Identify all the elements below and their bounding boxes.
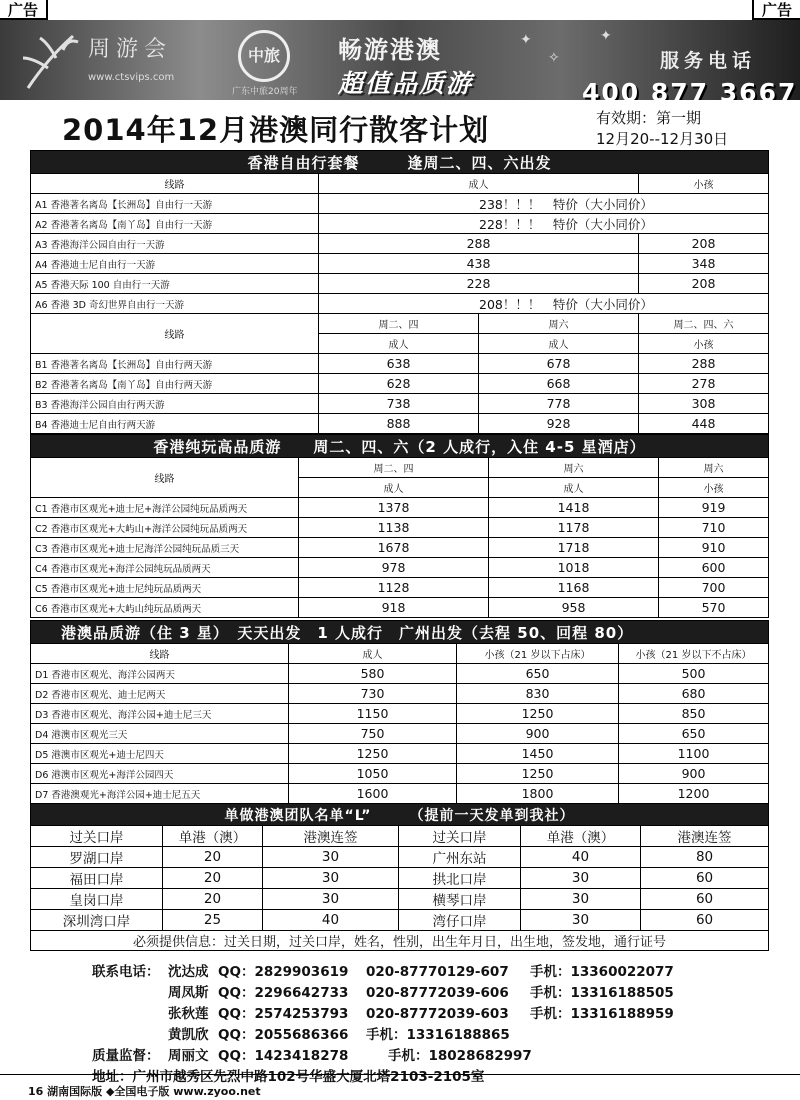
contact-tel: 020-87772039-606 xyxy=(366,985,509,1001)
contact-mobile: 手机：13360022077 xyxy=(530,964,674,980)
sparkle-icon: ✧ xyxy=(548,50,560,66)
table-row: C5 香港市区观光+迪士尼纯玩品质两天 1128 1168 700 xyxy=(31,578,769,598)
table-row: A5 香港天际 100 自由行一天游 228 208 xyxy=(31,274,769,294)
contact-name: 张秋莲 xyxy=(168,1006,209,1022)
table-row: B2 香港著名离岛【南丫岛】自由行两天游 628 668 278 xyxy=(31,374,769,394)
section-bar: 香港纯玩高品质游 周二、四、六（2 人成行，入住 4-5 星酒店） xyxy=(31,435,769,458)
contact-qq: QQ：2055686366 xyxy=(218,1027,349,1043)
contact-name: 沈达成 xyxy=(168,964,209,980)
table-row: D5 港澳市区观光+迪士尼四天 1250 1450 1100 xyxy=(31,744,769,764)
quality-name: 周丽文 xyxy=(168,1048,209,1064)
col-header: 港澳连签 xyxy=(641,826,769,847)
col-header: 小孩（21 岁以下不占床） xyxy=(619,644,769,664)
col-header: 成人 xyxy=(319,174,639,194)
table-row: C4 香港市区观光+海洋公园纯玩品质两天 978 1018 600 xyxy=(31,558,769,578)
col-header: 过关口岸 xyxy=(31,826,163,847)
table-row: C6 香港市区观光+大屿山纯玩品质两天 918 958 570 xyxy=(31,598,769,618)
col-header: 港澳连签 xyxy=(263,826,399,847)
section-bar: 单做港澳团队名单“L” （提前一天发单到我社） xyxy=(31,804,769,826)
validity-period: 有效期：第一期 xyxy=(596,109,702,127)
group-list-fee-table xyxy=(30,803,769,951)
table-row: D3 香港市区观光、海洋公园+迪士尼三天 1150 1250 850 xyxy=(31,704,769,724)
table-row: C3 香港市区观光+迪士尼海洋公园纯玩品质三天 1678 1718 910 xyxy=(31,538,769,558)
table-row: D7 香港澳观光+海洋公园+迪士尼五天 1600 1800 1200 xyxy=(31,784,769,804)
ad-label-right: 广告 xyxy=(752,0,800,20)
service-phone-label: 服务电话 xyxy=(660,50,757,72)
contact-label: 联系电话： xyxy=(92,964,160,980)
contact-qq: QQ：2296642733 xyxy=(218,985,349,1001)
table-row: B4 香港迪士尼自由行两天游 888 928 448 xyxy=(31,414,769,434)
section-bar: 港澳品质游（住 3 星） 天天出发 1 人成行 广州出发（去程 50、回程 80） xyxy=(31,621,769,644)
hk-free-travel-table: 香港自由行套餐 逢周二、四、六出发 线路 成人 小孩 A1 香港著名离岛【长洲岛】自由行一天游 238！！！ 特价（大小同价） A2 香港著名离岛【南丫岛】自由行一天游 228！！！ 特价（大小同价） A3 香港海洋公园自由行一天游 288 208 A4 香港迪士尼自由行一天游 438 348 A5 香港天际 100 自由行一天游 228 208 A6 香港 3D 奇幻世界自由行一天游 208！！！ 特价（大小同价） 线路 周二、四 周六 周二、四、六 成人 成人 小孩 B1 香港著名离岛【长洲岛】自由行两天游 638 678 288 B2 香港著名离岛【南丫岛】自由行两天游 628 668 278 B3 香港海洋公园自由行两天游 738 778 308 B4 香港迪士尼自由行两天游 888 928 448 xyxy=(30,150,769,434)
table-row: 福田口岸 20 30 拱北口岸 30 60 xyxy=(31,868,769,889)
col-header: 线路 xyxy=(31,314,319,354)
contact-mobile: 手机：13316188505 xyxy=(530,985,674,1001)
table-row: 皇岗口岸 20 30 横琴口岸 30 60 xyxy=(31,889,769,910)
page-title: 2014年12月港澳同行散客计划 xyxy=(62,113,490,147)
service-phone-number: 400 877 3667 xyxy=(582,78,798,100)
company-logo: 中旅 xyxy=(238,30,290,82)
slogan-primary: 畅游港澳 xyxy=(338,36,442,64)
brand-name: 周游会 xyxy=(88,37,173,62)
table-row: D2 香港市区观光、迪士尼两天 730 830 680 xyxy=(31,684,769,704)
contact-qq: QQ：2829903619 xyxy=(218,964,349,980)
address: 地址：广州市越秀区先烈中路102号华盛大厦北塔2103-2105室 xyxy=(92,1069,485,1085)
table-row: A1 香港著名离岛【长洲岛】自由行一天游 238！！！ 特价（大小同价） xyxy=(31,194,769,214)
quality-qq: QQ：1423418278 xyxy=(218,1048,349,1064)
table-row: D6 港澳市区观光+海洋公园四天 1050 1250 900 xyxy=(31,764,769,784)
quality-label: 质量监督： xyxy=(92,1048,160,1064)
validity-info xyxy=(596,108,728,150)
contact-tel: 020-87770129-607 xyxy=(366,964,509,980)
table-row: B1 香港著名离岛【长洲岛】自由行两天游 638 678 288 xyxy=(31,354,769,374)
contact-tel: 020-87772039-603 xyxy=(366,1006,509,1022)
col-header: 过关口岸 xyxy=(399,826,521,847)
required-info-notice: 必须提供信息：过关日期，过关口岸，姓名，性别，出生年月日，出生地，签发地，通行证号 xyxy=(31,931,769,951)
header-banner xyxy=(0,20,800,100)
table-row: 深圳湾口岸 25 40 湾仔口岸 30 60 xyxy=(31,910,769,931)
table-row: A6 香港 3D 奇幻世界自由行一天游 208！！！ 特价（大小同价） xyxy=(31,294,769,314)
sparkle-icon: ✦ xyxy=(520,32,532,48)
table-row: 罗湖口岸 20 30 广州东站 40 80 xyxy=(31,847,769,868)
validity-dates: 12月20--12月30日 xyxy=(596,130,729,148)
table-row: C1 香港市区观光+迪士尼+海洋公园纯玩品质两天 1378 1418 919 xyxy=(31,498,769,518)
col-header: 线路 xyxy=(31,644,289,664)
col-header: 小孩（21 岁以下占床） xyxy=(457,644,619,664)
hk-macau-tour-table xyxy=(30,620,769,804)
sparkle-icon: ✦ xyxy=(600,28,612,44)
contact-qq: QQ：2574253793 xyxy=(218,1006,349,1022)
slogan-secondary: 超值品质游 xyxy=(338,69,474,98)
contact-name: 周凤斯 xyxy=(168,985,209,1001)
palm-leaf-icon xyxy=(18,28,82,94)
page-footer: 16 湖南国际版 ◆全国电子版 www.zyoo.net xyxy=(0,1074,800,1099)
col-header: 线路 xyxy=(31,174,319,194)
contact-name: 黄凯欣 xyxy=(168,1027,209,1043)
col-header: 小孩 xyxy=(639,174,769,194)
table-row: A4 香港迪士尼自由行一天游 438 348 xyxy=(31,254,769,274)
col-header: 单港（澳） xyxy=(163,826,263,847)
section-bar: 香港自由行套餐 逢周二、四、六出发 xyxy=(31,151,769,174)
col-header: 线路 xyxy=(31,458,299,498)
hk-premium-tour-table: 香港纯玩高品质游 周二、四、六（2 人成行，入住 4-5 星酒店） 线路 周二、四 周六 周六 成人 成人 小孩 C1 香港市区观光+迪士尼+海洋公园纯玩品质两天 1378 1418 919 C2 香港市区观光+大屿山+海洋公园纯玩品质两天 1138 1178 710 C3 香港市区观光+迪士尼海洋公园纯玩品质三天 1678 1718 910 C4 香港市区观光+海洋公园纯玩品质两天 978 1018 600 C5 香港市区观光+迪士尼纯玩品质两天 1128 1168 700 C6 香港市区观光+大屿山纯玩品质两天 918 958 570 xyxy=(30,434,769,618)
col-header: 成人 xyxy=(289,644,457,664)
table-row: D1 香港市区观光、海洋公园两天 580 650 500 xyxy=(31,664,769,684)
contact-mobile: 手机：13316188959 xyxy=(530,1006,674,1022)
col-header: 单港（澳） xyxy=(521,826,641,847)
logo-subtitle: 广东中旅20周年 xyxy=(232,87,298,97)
table-row: D4 港澳市区观光三天 750 900 650 xyxy=(31,724,769,744)
table-row: C2 香港市区观光+大屿山+海洋公园纯玩品质两天 1138 1178 710 xyxy=(31,518,769,538)
brand-url: www.ctsvips.com xyxy=(88,72,175,83)
table-row: A3 香港海洋公园自由行一天游 288 208 xyxy=(31,234,769,254)
ad-label-left: 广告 xyxy=(0,0,48,20)
quality-mobile: 手机：18028682997 xyxy=(388,1048,532,1064)
contact-mobile: 手机：13316188865 xyxy=(366,1027,510,1043)
table-row: A2 香港著名离岛【南丫岛】自由行一天游 228！！！ 特价（大小同价） xyxy=(31,214,769,234)
table-row: B3 香港海洋公园自由行两天游 738 778 308 xyxy=(31,394,769,414)
